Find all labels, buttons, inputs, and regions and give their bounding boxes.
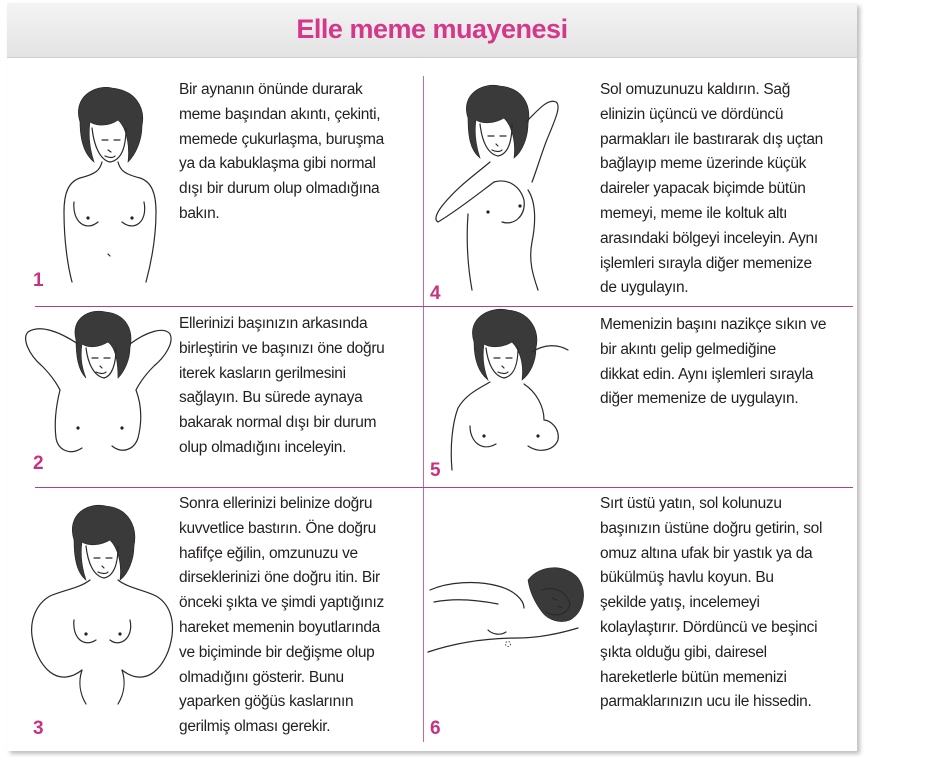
step-4-illustration xyxy=(428,82,588,292)
step-3-number: 3 xyxy=(33,718,44,739)
step-2-number: 2 xyxy=(33,453,44,474)
step-4-text: Sol omuzunuzu kaldırın. Sağ elinizin üçüncü ve dördüncü parmakları ile bastırarak dış uçtan bağlayıp meme üzerinde küçük daireler yapacak biçimde bütün memeyi, meme ile koltuk altı arasındaki bölgeyi inceleyin. Aynı işlemleri sırayla diğer memenize de uygulayın. xyxy=(600,81,823,297)
step-3-text: Sonra ellerinizi belinize doğru kuvvetlice bastırın. Öne doğru hafifçe eğilin, omzunuzu ve dirseklerinizi öne doğru itin. Bir önceki şıkta ve şimdi yaptığınız hareket memenin boyutlarında ve biçiminde bir değişme olup olmadığını gösterir. Bunu yaparken göğüs kaslarının gerilmiş olması gerekir. xyxy=(179,495,384,736)
step-6-number: 6 xyxy=(430,718,441,739)
step-1-text: Bir aynanın önünde durarak meme başından akıntı, çekinti, memede çukurlaşma, buruşma ya da kabuklaşma gibi normal dışı bir durum olup olmadığına bakın. xyxy=(179,81,384,222)
step-5-text: Memenizin başını nazikçe sıkın ve bir akıntı gelip gelmediğine dikkat edin. Aynı işlemleri sırayla diğer memenize de uygulayın. xyxy=(600,316,827,408)
step-5-number: 5 xyxy=(430,460,441,481)
step-3-illustration xyxy=(20,500,178,705)
header-bar xyxy=(7,3,857,58)
step-2-illustration xyxy=(20,310,175,460)
step-6-text: Sırt üstü yatın, sol kolunuzu başınızın üstüne doğru getirin, sol omuz altına ufak bir yastık ya da bükülmüş havlu koyun. Bu şekilde yatış, incelemeyi kolaylaştırır. Dördüncü ve beşinci şıkta olduğu gibi, dairesel hareketlerle bütün memenizi parmaklarınızın ucu ile hissedin. xyxy=(600,495,823,711)
page-title: Elle meme muayenesi xyxy=(296,14,568,44)
row-divider-1 xyxy=(35,306,853,307)
step-2-text: Ellerinizi başınızın arkasında birleştirin ve başınızı öne doğru iterek kasların gerilmesini sağlayın. Bu sürede aynaya bakarak normal dışı bir durum olup olmadığını inceleyin. xyxy=(179,315,385,456)
step-6-illustration xyxy=(428,560,588,670)
step-1-illustration xyxy=(50,82,168,287)
step-1-number: 1 xyxy=(33,270,44,291)
step-5-illustration xyxy=(440,308,585,473)
step-4-number: 4 xyxy=(430,283,441,304)
column-divider xyxy=(423,76,424,742)
row-divider-2 xyxy=(35,487,853,488)
